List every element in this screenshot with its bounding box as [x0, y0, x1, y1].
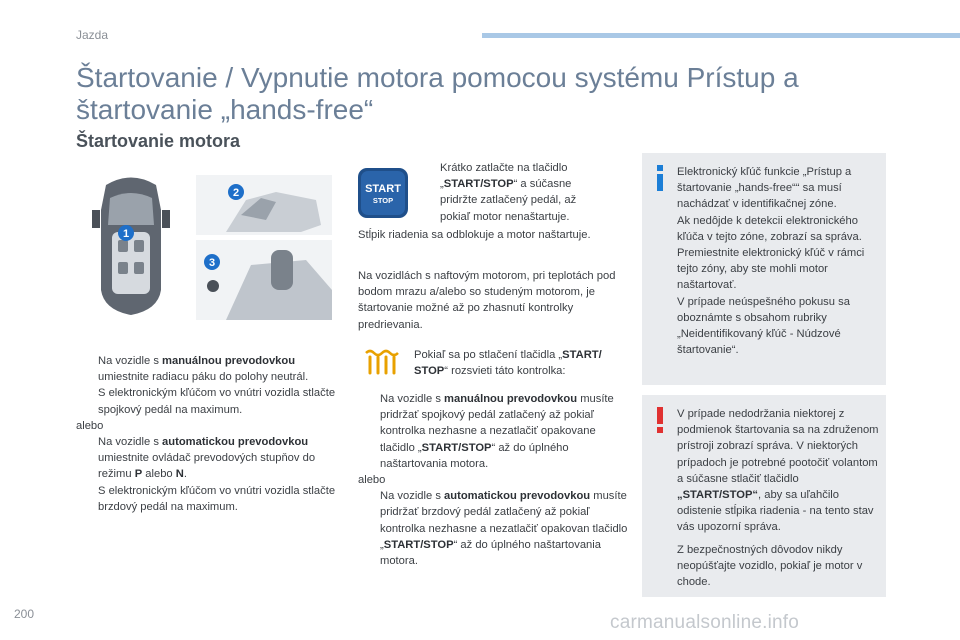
warning-box-text: V prípade nedodržania niektorej z podmienok štartovania sa na združenom prístroji zobrazí správa. V niektorých prípadoch je potrebné pootočiť volantom a súčasne stlačiť tlačidlo „START/STOP“, aby sa uľahčilo odistenie stĺpika riadenia - na tento stav vás upozorní správa. Z bezpečnostných dôvodov nikdy neopúšťajte vozidlo, pokiaľ je motor v chode. — [677, 408, 879, 589]
watermark: carmanualsonline.info — [610, 612, 800, 633]
list-item: Krátko zatlačte na tlačidlo „START/STOP“ a súčasne pridržte zatlačený pedál, až pokiaľ motor nenaštartuje. — [440, 162, 577, 223]
or-label: alebo — [76, 419, 104, 432]
left-instructions — [76, 353, 338, 515]
pedal-panel — [196, 175, 332, 235]
section-subtitle: Štartovanie motora — [76, 131, 241, 151]
warning-icon — [650, 405, 670, 435]
preheat-lamp-icon — [360, 345, 404, 379]
start-stop-button-icon — [358, 168, 408, 218]
lamp-instructions — [358, 391, 628, 569]
or-label: alebo — [358, 474, 386, 487]
car-interior-illustration — [76, 170, 332, 320]
callout-2: 2 — [232, 187, 240, 199]
svg-text:STOP: STOP — [372, 196, 394, 205]
header-accent-bar — [482, 33, 960, 38]
callout-1: 1 — [122, 228, 130, 240]
diesel-text: Na vozidlách s naftovým motorom, pri teplotách pod bodom mrazu a/alebo so studeným motorom, je štartovanie možné až po zhasnutí kontrolky predrievania. — [358, 270, 616, 331]
lamp-text: Pokiaľ sa po stlačení tlačidla „START/ STOP“ rozsvieti táto kontrolka: — [414, 349, 602, 378]
press-instruction — [418, 160, 590, 225]
list-item: Na vozidle s manuálnou prevodovkou umiestnite radiacu páku do polohy neutrál. — [98, 355, 309, 384]
section-label: Jazda — [76, 28, 109, 42]
page-number: 200 — [14, 607, 35, 621]
list-item: S elektronickým kľúčom vo vnútri vozidla stlačte spojkový pedál na maximum. — [98, 387, 336, 416]
steering-text: Stĺpik riadenia sa odblokuje a motor naštartuje. — [358, 229, 591, 241]
list-item: S elektronickým kľúčom vo vnútri vozidla stlačte brzdový pedál na maximum. — [98, 484, 336, 513]
page-title: Štartovanie / Vypnutie motora pomocou systému Prístup a štartovanie „hands-free“ — [76, 62, 799, 125]
svg-text:START: START — [365, 183, 401, 195]
list-item: Na vozidle s automatickou prevodovkou umiestnite ovládač prevodových stupňov do režimu P alebo N. — [98, 436, 316, 481]
list-item: Na vozidle s automatickou prevodovkou musíte pridržať brzdový pedál zatlačený až pokiaľ kontrolka nezhasne a nezatlačiť opakovan tlačidlo „START/STOP“ až do úplného naštartovania motora. — [380, 490, 628, 568]
info-box-text: Elektronický kľúč funkcie „Prístup a štartovanie „hands-free““ sa musí nachádzať v identifikačnej zóne. Ak nedôjde k detekcii elektronického kľúča v tejto zóne, zobrazí sa správa. Premiestnite elektronický kľúč v rámci tejto zóny, aby ste mohli motor naštartovať. V prípade neúspešného pokusu sa oboznámte s obsahom rubriky „Neidentifikovaný kľúč - Núdzové štartovanie“. — [677, 166, 865, 357]
gear-lever-panel — [196, 240, 332, 320]
list-item: Na vozidle s manuálnou prevodovkou musíte pridržať spojkový pedál zatlačený až pokiaľ kontrolka nezhasne a nezatlačiť opakovane tlačidlo „START/STOP“ až do úplného naštartovania motora. — [380, 393, 614, 470]
car-top-view — [92, 178, 170, 316]
info-icon — [650, 163, 670, 193]
callout-3: 3 — [208, 257, 216, 269]
